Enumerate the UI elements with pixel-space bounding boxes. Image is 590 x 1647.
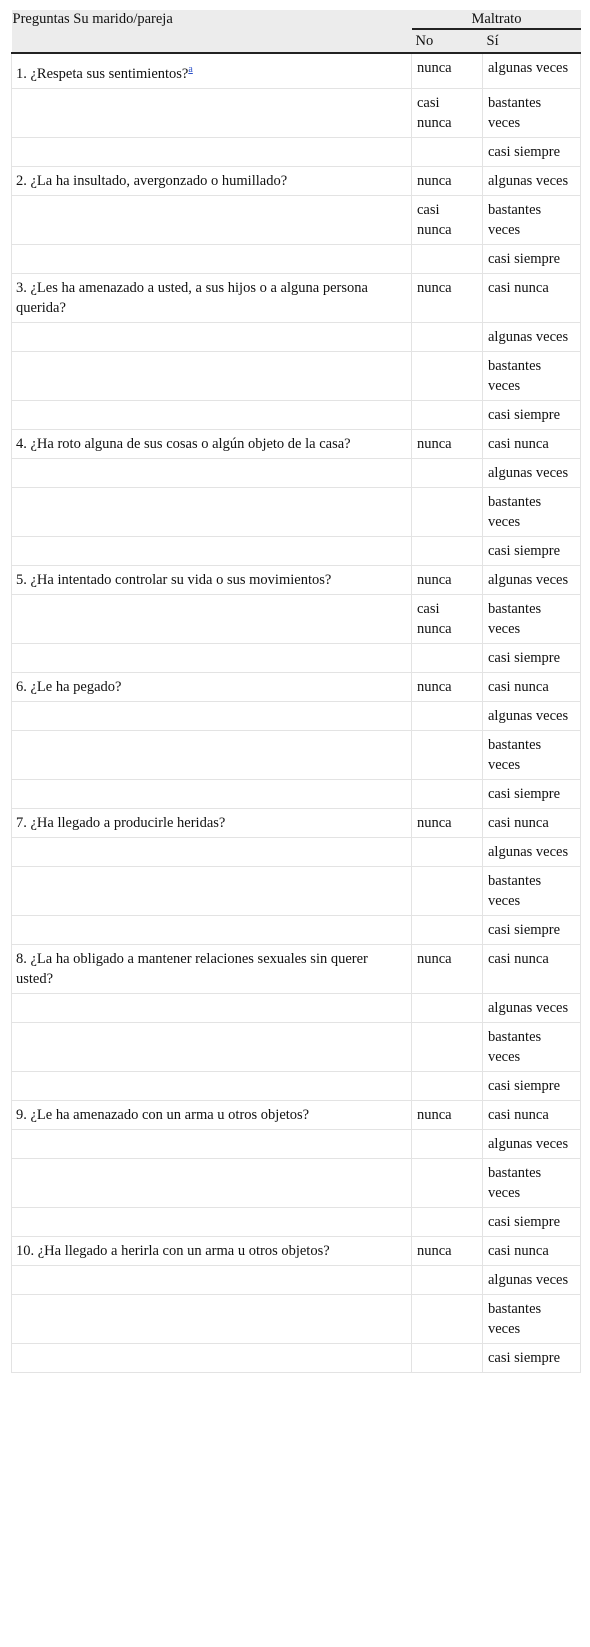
question-cell bbox=[12, 273, 412, 322]
no-answer-cell bbox=[412, 400, 483, 429]
table-row bbox=[12, 166, 581, 195]
table-row bbox=[12, 1158, 581, 1207]
maltrato-group-header: Maltrato bbox=[412, 10, 581, 29]
no-answer-cell bbox=[412, 1265, 483, 1294]
no-answer-cell bbox=[412, 1022, 483, 1071]
si-answer-cell: algunas veces bbox=[483, 701, 581, 730]
question-cell bbox=[12, 944, 412, 993]
table-row bbox=[12, 53, 581, 88]
no-answer-cell bbox=[412, 1071, 483, 1100]
si-answer-cell: algunas veces bbox=[483, 166, 581, 195]
question-cell bbox=[12, 808, 412, 837]
no-answer-cell bbox=[412, 536, 483, 565]
table-row bbox=[12, 837, 581, 866]
empty-cell bbox=[12, 1158, 412, 1207]
si-answer-cell: casi nunca bbox=[483, 808, 581, 837]
empty-cell bbox=[12, 1265, 412, 1294]
no-answer-cell bbox=[412, 993, 483, 1022]
empty-cell bbox=[12, 351, 412, 400]
no-answer-cell: nunca bbox=[412, 565, 483, 594]
no-answer-cell bbox=[412, 244, 483, 273]
empty-cell bbox=[12, 915, 412, 944]
question-text: 3. ¿Les ha amenazado a usted, a sus hijos o a alguna persona querida? bbox=[16, 279, 368, 316]
table-row bbox=[12, 273, 581, 322]
no-answer-cell bbox=[412, 137, 483, 166]
empty-cell bbox=[12, 730, 412, 779]
question-text: 5. ¿Ha intentado controlar su vida o sus movimientos? bbox=[16, 571, 332, 588]
question-cell bbox=[12, 429, 412, 458]
si-answer-cell: bastantes veces bbox=[483, 88, 581, 137]
no-answer-cell: nunca bbox=[412, 429, 483, 458]
si-answer-cell: bastantes veces bbox=[483, 1294, 581, 1343]
no-answer-cell: nunca bbox=[412, 944, 483, 993]
si-answer-cell: casi nunca bbox=[483, 429, 581, 458]
si-answer-cell: algunas veces bbox=[483, 1265, 581, 1294]
no-answer-cell bbox=[412, 1294, 483, 1343]
no-answer-cell bbox=[412, 779, 483, 808]
si-answer-cell: casi siempre bbox=[483, 643, 581, 672]
empty-cell bbox=[12, 701, 412, 730]
empty-cell bbox=[12, 866, 412, 915]
no-answer-cell: nunca bbox=[412, 53, 483, 88]
no-answer-cell bbox=[412, 701, 483, 730]
no-answer-cell bbox=[412, 643, 483, 672]
table-row bbox=[12, 915, 581, 944]
si-answer-cell: bastantes veces bbox=[483, 195, 581, 244]
question-text: 2. ¿La ha insultado, avergonzado o humillado? bbox=[16, 172, 288, 189]
si-answer-cell: algunas veces bbox=[483, 1129, 581, 1158]
no-answer-cell bbox=[412, 866, 483, 915]
question-cell bbox=[12, 672, 412, 701]
si-answer-cell: casi nunca bbox=[483, 1236, 581, 1265]
table-row bbox=[12, 195, 581, 244]
table-row bbox=[12, 400, 581, 429]
no-answer-cell bbox=[412, 915, 483, 944]
question-text: 6. ¿Le ha pegado? bbox=[16, 678, 122, 695]
question-cell bbox=[12, 565, 412, 594]
si-column-header: Sí bbox=[483, 29, 581, 53]
table-row bbox=[12, 672, 581, 701]
no-answer-cell bbox=[412, 837, 483, 866]
empty-cell bbox=[12, 1294, 412, 1343]
empty-cell bbox=[12, 322, 412, 351]
table-row bbox=[12, 565, 581, 594]
empty-cell bbox=[12, 244, 412, 273]
table-container bbox=[11, 10, 580, 1373]
question-cell bbox=[12, 1236, 412, 1265]
empty-cell bbox=[12, 536, 412, 565]
empty-cell bbox=[12, 1207, 412, 1236]
no-answer-cell: nunca bbox=[412, 273, 483, 322]
no-answer-cell bbox=[412, 487, 483, 536]
empty-cell bbox=[12, 837, 412, 866]
table-row bbox=[12, 429, 581, 458]
table-row bbox=[12, 1343, 581, 1372]
table-row bbox=[12, 866, 581, 915]
si-answer-cell: bastantes veces bbox=[483, 351, 581, 400]
si-answer-cell: casi nunca bbox=[483, 944, 581, 993]
no-answer-cell bbox=[412, 1207, 483, 1236]
table-row bbox=[12, 1236, 581, 1265]
si-answer-cell: casi nunca bbox=[483, 672, 581, 701]
no-answer-cell bbox=[412, 458, 483, 487]
question-text: 8. ¿La ha obligado a mantener relaciones sexuales sin querer usted? bbox=[16, 950, 368, 987]
no-answer-cell: nunca bbox=[412, 672, 483, 701]
table-body bbox=[12, 53, 581, 1372]
si-answer-cell: algunas veces bbox=[483, 53, 581, 88]
question-cell bbox=[12, 53, 412, 88]
si-answer-cell: algunas veces bbox=[483, 322, 581, 351]
empty-cell bbox=[12, 487, 412, 536]
si-answer-cell: bastantes veces bbox=[483, 487, 581, 536]
empty-cell bbox=[12, 400, 412, 429]
table-row bbox=[12, 779, 581, 808]
no-answer-cell bbox=[412, 351, 483, 400]
no-answer-cell bbox=[412, 1129, 483, 1158]
table-row bbox=[12, 808, 581, 837]
table-row bbox=[12, 1071, 581, 1100]
si-answer-cell: bastantes veces bbox=[483, 1022, 581, 1071]
questions-column-header: Preguntas Su marido/pareja bbox=[12, 10, 412, 53]
empty-cell bbox=[12, 643, 412, 672]
table-row bbox=[12, 594, 581, 643]
si-answer-cell: casi siempre bbox=[483, 915, 581, 944]
no-answer-cell: nunca bbox=[412, 1236, 483, 1265]
table-row bbox=[12, 458, 581, 487]
question-text: 1. ¿Respeta sus sentimientos? bbox=[16, 65, 189, 82]
table-header bbox=[12, 10, 581, 53]
si-answer-cell: algunas veces bbox=[483, 837, 581, 866]
si-answer-cell: casi siempre bbox=[483, 1207, 581, 1236]
si-answer-cell: casi nunca bbox=[483, 273, 581, 322]
no-answer-cell bbox=[412, 1343, 483, 1372]
table-row bbox=[12, 944, 581, 993]
table-row bbox=[12, 1100, 581, 1129]
si-answer-cell: casi nunca bbox=[483, 1100, 581, 1129]
table-row bbox=[12, 88, 581, 137]
si-answer-cell: bastantes veces bbox=[483, 866, 581, 915]
footnote-link[interactable]: a bbox=[188, 64, 193, 75]
table-row bbox=[12, 1207, 581, 1236]
empty-cell bbox=[12, 993, 412, 1022]
si-answer-cell: casi siempre bbox=[483, 536, 581, 565]
question-text: 4. ¿Ha roto alguna de sus cosas o algún objeto de la casa? bbox=[16, 435, 351, 452]
empty-cell bbox=[12, 779, 412, 808]
empty-cell bbox=[12, 594, 412, 643]
table-row bbox=[12, 322, 581, 351]
no-answer-cell bbox=[412, 730, 483, 779]
table-row bbox=[12, 1129, 581, 1158]
no-column-header: No bbox=[412, 29, 483, 53]
si-answer-cell: algunas veces bbox=[483, 993, 581, 1022]
empty-cell bbox=[12, 458, 412, 487]
si-answer-cell: casi siempre bbox=[483, 779, 581, 808]
question-text: 9. ¿Le ha amenazado con un arma u otros objetos? bbox=[16, 1106, 310, 1123]
no-answer-cell: casi nunca bbox=[412, 594, 483, 643]
no-answer-cell: casi nunca bbox=[412, 195, 483, 244]
no-answer-cell bbox=[412, 1158, 483, 1207]
table-row bbox=[12, 487, 581, 536]
si-answer-cell: bastantes veces bbox=[483, 730, 581, 779]
si-answer-cell: algunas veces bbox=[483, 565, 581, 594]
empty-cell bbox=[12, 195, 412, 244]
question-cell bbox=[12, 1100, 412, 1129]
table-row bbox=[12, 993, 581, 1022]
empty-cell bbox=[12, 1071, 412, 1100]
no-answer-cell: nunca bbox=[412, 1100, 483, 1129]
empty-cell bbox=[12, 137, 412, 166]
table-row bbox=[12, 643, 581, 672]
si-answer-cell: casi siempre bbox=[483, 1343, 581, 1372]
table-row bbox=[12, 536, 581, 565]
si-answer-cell: casi siempre bbox=[483, 244, 581, 273]
si-answer-cell: casi siempre bbox=[483, 400, 581, 429]
table-row bbox=[12, 137, 581, 166]
table-row bbox=[12, 1265, 581, 1294]
table-row bbox=[12, 1022, 581, 1071]
question-text: 7. ¿Ha llegado a producirle heridas? bbox=[16, 814, 226, 831]
question-cell bbox=[12, 166, 412, 195]
no-answer-cell: nunca bbox=[412, 808, 483, 837]
table-row bbox=[12, 244, 581, 273]
no-answer-cell: casi nunca bbox=[412, 88, 483, 137]
empty-cell bbox=[12, 1129, 412, 1158]
question-text: 10. ¿Ha llegado a herirla con un arma u otros objetos? bbox=[16, 1242, 330, 1259]
si-answer-cell: bastantes veces bbox=[483, 1158, 581, 1207]
table-row bbox=[12, 351, 581, 400]
si-answer-cell: algunas veces bbox=[483, 458, 581, 487]
empty-cell bbox=[12, 1343, 412, 1372]
no-answer-cell bbox=[412, 322, 483, 351]
table-row bbox=[12, 730, 581, 779]
table-row bbox=[12, 1294, 581, 1343]
si-answer-cell: bastantes veces bbox=[483, 594, 581, 643]
abuse-screening-table bbox=[11, 10, 581, 1373]
no-answer-cell: nunca bbox=[412, 166, 483, 195]
empty-cell bbox=[12, 88, 412, 137]
empty-cell bbox=[12, 1022, 412, 1071]
si-answer-cell: casi siempre bbox=[483, 1071, 581, 1100]
table-row bbox=[12, 701, 581, 730]
si-answer-cell: casi siempre bbox=[483, 137, 581, 166]
